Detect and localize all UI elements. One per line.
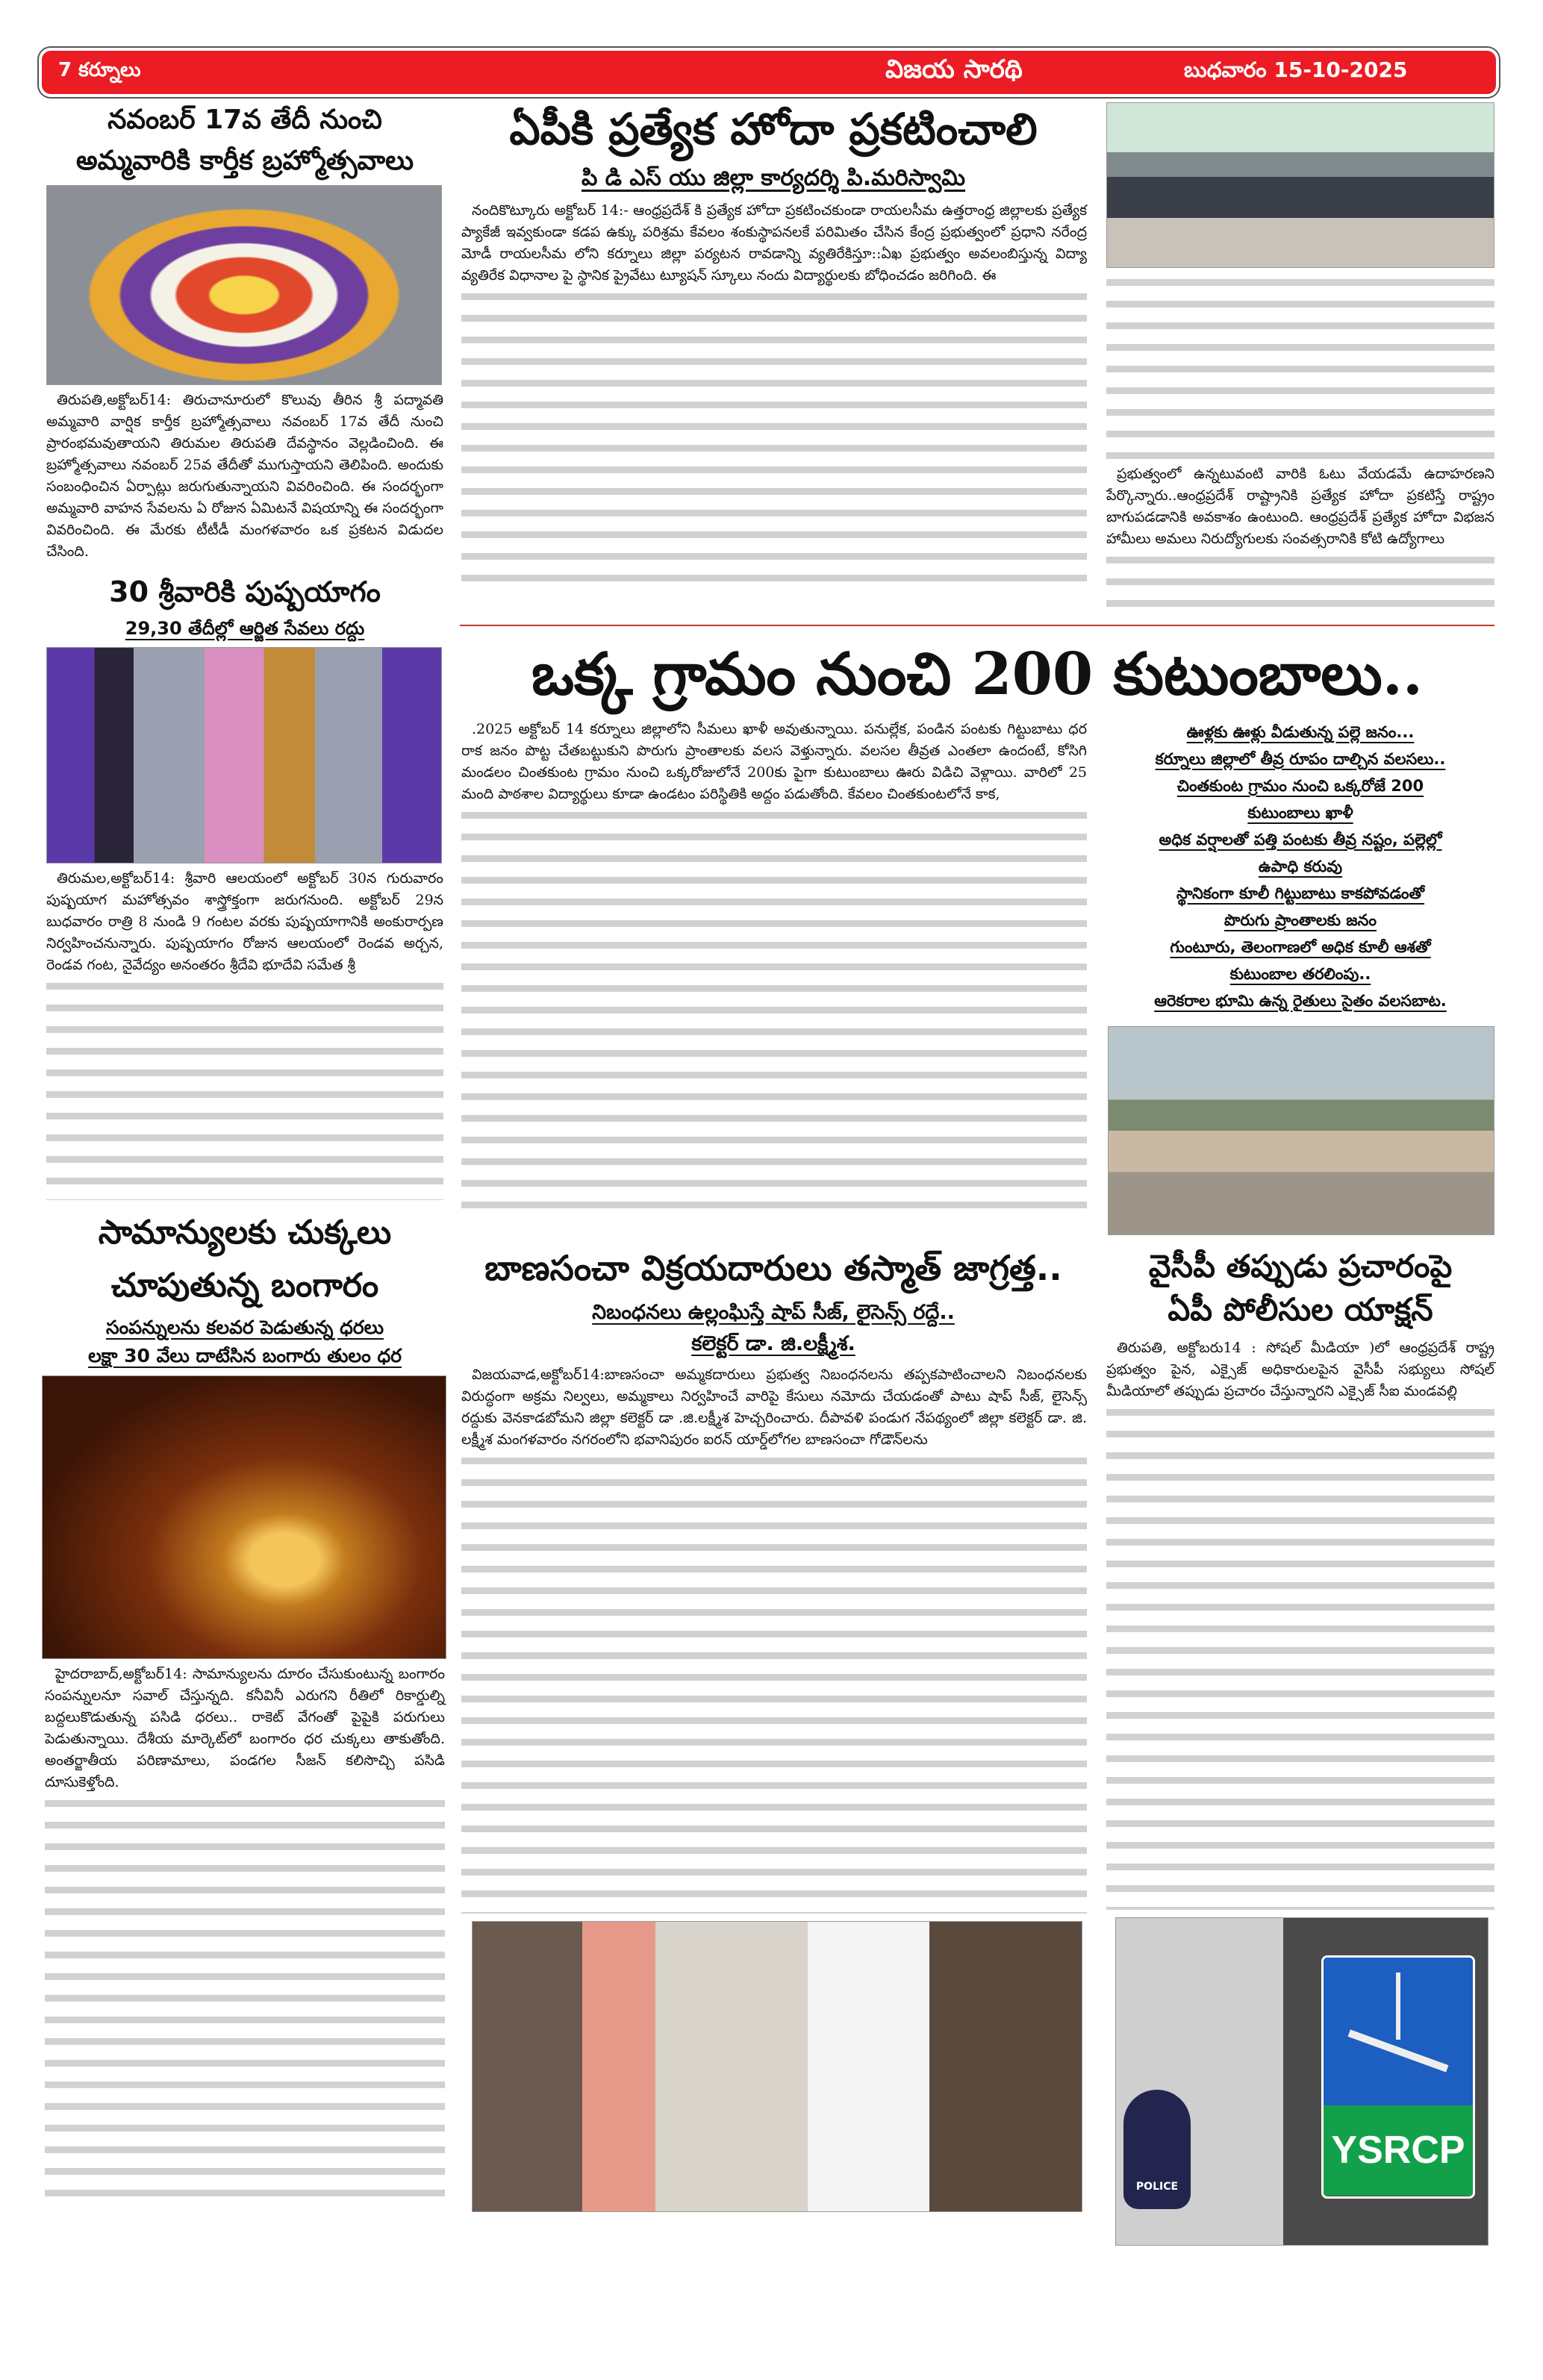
body-text-continuation	[461, 1451, 1087, 1914]
police-patch: POLICE	[1123, 2090, 1191, 2209]
headline-line: నవంబర్ 17వ తేదీ నుంచి	[107, 104, 382, 135]
fireworks-body: విజయవాడ,అక్టోబర్14:బాణసంచా అమ్మకదారులు ప్రభుత్వ నిబంధనలను తప్పకపాటించాలని నిబంధనలకు విరుద్ధంగా అక్రమ నిల్వలు, అమ్మకాలు నిర్వహించే వారిపై కేసులు నమోదు చేయడంతో పాటు షాప్ సీజ్, లైసెన్స్ రద్దుకు వెనకాడబోమని జిల్లా కలెక్టర్ డా .జి.లక్ష్మీశ హెచ్చరించారు. దీపావళి పండుగ నేపథ్యంలో జిల్లా కలెక్టర్ డా. జి. లక్ష్మీశ మంగళవారం నగరంలోని భవానిపురం ఐరన్ యార్డ్‌లోగల బాణసంచా గోడౌన్‌లను	[461, 1366, 1087, 1448]
highlight-line: కర్నూలు జిల్లాలో తీవ్ర రూపం దాల్చిన వలసలు..	[1155, 749, 1446, 768]
special-status-right	[1106, 102, 1494, 617]
fireworks-subheadlines	[460, 1297, 1087, 1360]
migration-highlights	[1106, 719, 1494, 1014]
subheadline-line: లక్షా 30 వేలు దాటేసిన బంగారు తులం ధర	[88, 1345, 402, 1367]
gold-subheadlines	[45, 1314, 445, 1372]
headline-line: సామాన్యులకు చుక్కలు	[98, 1213, 392, 1252]
ysrcp-article	[1106, 1247, 1494, 2246]
issue-date: బుధవారం 15-10-2025	[1184, 57, 1408, 82]
special-status-body: నందికొట్కూరు అక్టోబర్ 14:- ఆంధ్రప్రదేశ్ కి ప్రత్యేక హోదా ప్రకటించకుండా రాయలసీమ ఉత్తరాంధ్ర జిల్లాలకు ప్రత్యేక ప్యాకేజీ ఇవ్వకుండా కడప ఉక్కు పరిశ్రమ కేవలం శంకుస్థాపనలకే పరిమితం చేసిన కేంద్ర ప్రభుత్వంలో ప్రధాని నరేంద్ర మోడీ రాయలసీమ లోని కర్నూలు జిల్లా పర్యటన రావడాన్ని వ్యతిరేకిస్తూ::ఏఖ ప్రభుత్వం అవలంబిస్తున్న విద్యా వ్యతిరేక విధానాల పై స్థానిక ప్రైవేటు ట్యూషన్ స్కూలు నందు విద్యార్థులకు బోధించడం జరిగింది. ఈ	[461, 202, 1087, 284]
headline-line: అమ్మవారికి కార్తీక బ్రహ్మోత్సవాలు	[75, 146, 414, 176]
highlight-line: ఊళ్లకు ఊళ్లు వీడుతున్న పల్లె జనం...	[1186, 722, 1415, 741]
highlight-line: అధిక వర్షాలతో పత్తి పంటకు తీవ్ర నష్టం, పల్లెల్లో	[1159, 830, 1442, 849]
special-status-headline: ఏపీకి ప్రత్యేక హోదా ప్రకటించాలి	[509, 104, 1038, 154]
meeting-photo	[1106, 102, 1494, 268]
section-divider	[460, 625, 1494, 626]
gold-headline	[45, 1212, 445, 1306]
fireworks-headline: బాణసంచా విక్రయదారులు తస్మాత్ జాగ్రత్త..	[484, 1247, 1062, 1288]
body-text-continuation	[461, 287, 1087, 585]
highlight-line: చింతకుంట గ్రామం నుంచి ఒక్కరోజే 200	[1176, 776, 1424, 795]
migration-row	[460, 719, 1494, 1235]
masthead-bar	[42, 51, 1496, 94]
highlight-line: పొరుగు ప్రాంతాలకు జనం	[1224, 911, 1377, 929]
masthead-frame	[37, 46, 1500, 99]
headline-line: వైసీపీ తప్పుడు ప్రచారంపై	[1148, 1247, 1453, 1284]
main-area	[460, 102, 1494, 2246]
migration-sidebar	[1106, 719, 1494, 1235]
highlight-line: గుంటూరు, తెలంగాణలో అధిక కూలీ ఆశతో	[1170, 937, 1431, 956]
bottom-row	[460, 1247, 1494, 2246]
migration-article	[460, 719, 1087, 1208]
fan-icon	[1324, 1958, 1473, 2105]
special-status-subheadline: పి డి ఎస్ యు జిల్లా కార్యదర్శి పి.మరిస్వామి	[581, 164, 966, 191]
page-label: 7 కర్నూలు	[58, 59, 141, 81]
highlight-line: ఆరెకరాల భూమి ఉన్న రైతులు సైతం వలసబాట.	[1154, 991, 1447, 1010]
pushpayagam-photo	[46, 647, 442, 863]
body-text-continuation	[46, 976, 443, 1200]
fireworks-article	[460, 1247, 1087, 2212]
ysrcp-body: తిరుపతి, అక్టోబరు14 : సోషల్ మీడియా )లో ఆంధ్రప్రదేశ్ రాష్ట్ర ప్రభుత్వం పైన, ఎక్సైజ్ అధికారులపైన వైసీపీ సభ్యులు సోషల్ మీడియాలో తప్పుడు ప్రచారం చేస్తున్నారని ఎక్సైజ్ సీఐ మండవల్లి	[1106, 1339, 1494, 1399]
headline-line: చూపుతున్న బంగారం	[110, 1266, 379, 1305]
ysrcp-logo-text: YSRCP	[1324, 2105, 1473, 2196]
left-column	[45, 103, 445, 2196]
body-text-continuation	[1106, 1402, 1494, 1910]
ysrcp-headline	[1106, 1247, 1494, 1330]
pushpayagam-subheadline: 29,30 తేదీల్లో ఆర్జిత సేవలు రద్దు	[125, 617, 365, 639]
highlight-line: ఉపాధి కరువు	[1258, 857, 1343, 875]
headline-line: ఏపీ పోలీసుల యాక్షన్	[1168, 1291, 1433, 1328]
special-status-body-continued: ప్రభుత్వంలో ఉన్నటువంటి వారికి ఓటు వేయడమే ఉదాహరణని పేర్కొన్నారు..ఆంధ్రప్రదేశ్ రాష్ట్రానికి ప్రత్యేక హోదా ప్రకటిస్తే రాష్ట్రం బాగుపడడానికి అవకాశం ఉంటుంది. ఆంధ్రప్రదేశ్ ప్రత్యేక హోదా విభజన హామీలు అమలు నిరుద్యోగులకు సంవత్సరానికి కోటి ఉద్యోగాలు	[1106, 466, 1494, 547]
gold-jewellery-photo	[42, 1375, 446, 1659]
brahmotsavam-headline	[45, 103, 445, 178]
subheadline-line: నిబంధనలు ఉల్లంఘిస్తే షాప్ సీజ్, లైసెన్స్ రద్దే..	[592, 1301, 955, 1324]
body-text-continuation	[1106, 550, 1494, 617]
gold-body: హైదరాబాద్,అక్టోబర్14: సామాన్యులను దూరం చేసుకుంటున్న బంగారం సంపన్నులనూ సవాల్ చేస్తున్నది. కనీవినీ ఎరుగని రీతిలో రికార్డుల్ని బద్దలుకొడుతున్న పసిడి ధరలు.. రాకెట్ వేగంతో పైపైకి పరుగులు పెడుతున్నాయి. దేశీయ మార్కెట్‌లో బంగారం ధర చుక్కలు తాకుతోంది. అంతర్జాతీయ పరిణామాలు, పండగల సీజన్ కలిసొచ్చి పసిడి దూసుకెళ్తోంది.	[45, 1666, 445, 1791]
body-text-continuation	[461, 805, 1087, 1208]
highlight-line: కుటుంబాలు ఖాళీ	[1247, 803, 1353, 822]
special-status-article	[460, 102, 1087, 585]
highlight-line: కుటుంబాల తరలింపు..	[1229, 964, 1371, 983]
police-ysrcp-photo	[1115, 1917, 1489, 2246]
body-text-continuation	[1106, 272, 1494, 459]
padmavathi-photo	[46, 185, 442, 385]
subheadline-line: సంపన్నులను కలవర పెడుతున్న ధరలు	[105, 1316, 384, 1338]
subheadline-line: కలెక్టర్ డా. జి.లక్ష్మీశ.	[691, 1331, 855, 1355]
collector-inspection-photo	[472, 1921, 1082, 2212]
newspaper-name: విజయ సారథి	[885, 54, 1023, 84]
brahmotsavam-body: తిరుపతి,అక్టోబర్14: తిరుచానూరులో కొలువు తీరిన శ్రీ పద్మావతి అమ్మవారి వార్షిక కార్తీక బ్రహ్మోత్సవాలు నవంబర్ 17వ తేదీ నుంచి ప్రారంభమవుతాయని తిరుమల తిరుపతి దేవస్థానం వెల్లడించింది. ఈ బ్రహ్మోత్సవాలు నవంబర్ 25వ తేదీతో ముగుస్తాయని తెలిపింది. అందుకు సంబంధించిన ఏర్పాట్లు జరుగుతున్నాయని వివరించింది. ఈ సందర్భంగా అమ్మవారి వాహన సేవలను ఏ రోజున ఏమిటనే విషయాన్ని ఈ సందర్భంగా వివరించింది. ఈ మేరకు టీటీడీ మంగళవారం ఒక ప్రకటన విడుదల చేసింది.	[46, 392, 443, 560]
ysrcp-logo	[1321, 1955, 1475, 2199]
migrants-walking-photo	[1108, 1026, 1494, 1235]
migration-body: .2025 అక్టోబర్ 14 కర్నూలు జిల్లాలోని సీమలు ఖాళీ అవుతున్నాయి. పనుల్లేక, పండిన పంటకు గిట్టుబాటు ధర రాక జనం పొట్ట చేతబట్టుకుని పొరుగు ప్రాంతాలకు వలస వెళ్తున్నారు. వలసల తీవ్రత ఎంతలా ఉందంటే, కోసిగి మండలం చింతకుంట గ్రామం నుంచి ఒక్కరోజులోనే 200కు పైగా కుటుంబాలు ఊరు విడిచి వెళ్లాయి. వారిలో 25 మంది పాఠశాల విద్యార్థులు కూడా ఉండటం పరిస్థితికి అద్దం పడుతోంది. కేవలం చింతకుంటలోనే కాక,	[461, 720, 1087, 802]
highlight-line: స్థానికంగా కూలీ గిట్టుబాటు కాకపోవడంతో	[1176, 884, 1425, 902]
pushpayagam-headline: 30 శ్రీవారికి పుష్పయాగం	[109, 575, 381, 608]
top-row	[460, 102, 1494, 617]
body-text-continuation	[45, 1793, 445, 2196]
pushpayagam-body: తిరుమల,అక్టోబర్14: శ్రీవారి ఆలయంలో అక్టోబర్ 30న గురువారం పుష్పయాగ మహోత్సవం శాస్త్రోక్తంగా జరుగనుంది. అక్టోబర్ 29న బుధవారం రాత్రి 8 నుండి 9 గంటల వరకు పుష్పయాగానికి అంకురార్పణ నిర్వహించనున్నారు. పుష్పయాగం రోజున ఆలయంలో రెండవ అర్చన, రెండవ గంట, నైవేద్యం అనంతరం శ్రీదేవి భూదేవి సమేత శ్రీ	[46, 869, 443, 973]
migration-headline: ఒక్క గ్రామం నుంచి 200 కుటుంబాలు..	[531, 640, 1424, 708]
